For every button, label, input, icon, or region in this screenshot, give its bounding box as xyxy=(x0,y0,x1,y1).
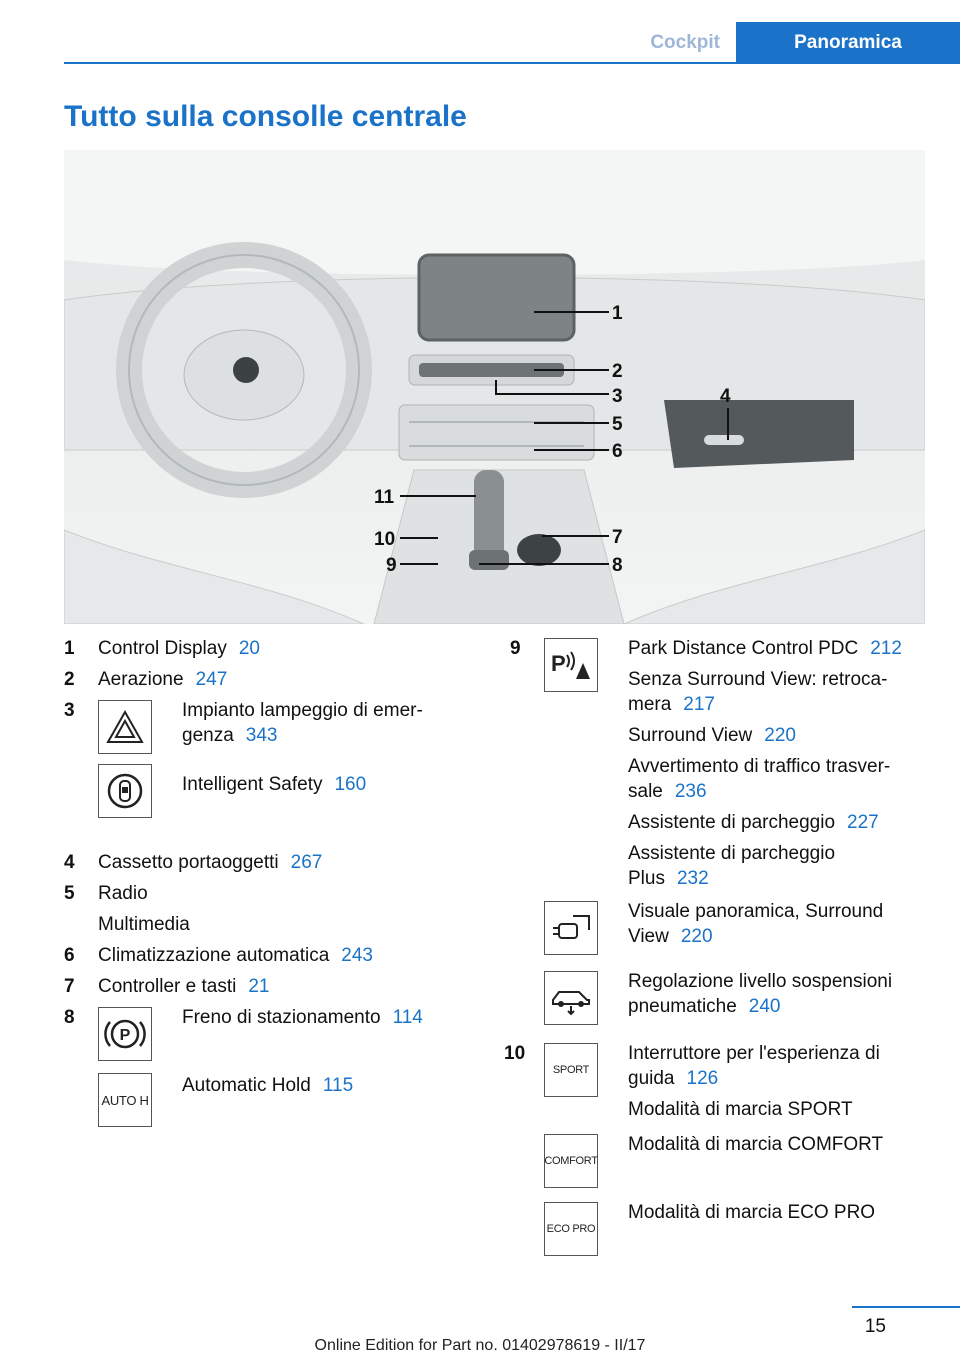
item-label: Controller e tasti xyxy=(98,976,237,997)
callout-8: 8 xyxy=(612,555,623,576)
callout-11: 11 xyxy=(374,487,395,508)
item-label: Impianto lampeggio di emer-genza xyxy=(182,700,423,746)
page-link[interactable]: 227 xyxy=(847,812,879,833)
legend-item-3a xyxy=(64,698,454,754)
page-link[interactable]: 21 xyxy=(248,976,270,997)
callout-2: 2 xyxy=(612,361,623,382)
eco-pro-button-icon xyxy=(544,1202,598,1256)
hazard-warning-icon xyxy=(98,700,152,754)
item-label: Control Display xyxy=(98,638,227,659)
page-number: 15 xyxy=(864,1316,886,1337)
callout-3: 3 xyxy=(612,386,623,407)
page-link[interactable]: 247 xyxy=(195,669,228,690)
svg-text:P: P xyxy=(119,1027,131,1044)
page-link[interactable]: 115 xyxy=(322,1075,354,1096)
page-link[interactable]: 267 xyxy=(290,852,323,873)
dashboard-drawing xyxy=(64,150,925,624)
item-label: Surround View xyxy=(628,725,753,746)
legend-item-5 xyxy=(64,881,454,937)
page-link[interactable]: 236 xyxy=(674,781,707,802)
legend-left-column xyxy=(64,636,454,1135)
legend-item-9 xyxy=(510,636,940,891)
item-number: 10 xyxy=(504,1043,526,1064)
surround-view-icon xyxy=(544,901,598,955)
air-suspension-icon xyxy=(544,971,598,1025)
item-number: 7 xyxy=(64,976,75,997)
item-number: 4 xyxy=(64,852,75,873)
sport-button-icon xyxy=(544,1043,598,1097)
page-link[interactable]: 232 xyxy=(676,868,709,889)
item-sublabel: Modalità di marcia SPORT xyxy=(628,1099,853,1120)
page-link[interactable]: 114 xyxy=(392,1007,423,1028)
parking-brake-icon xyxy=(98,1007,152,1061)
legend-item-2 xyxy=(64,667,454,692)
item-label: Automatic Hold xyxy=(182,1075,311,1096)
callout-1: 1 xyxy=(612,303,623,324)
item-number: 2 xyxy=(64,669,75,690)
item-sublabel: Multimedia xyxy=(98,914,190,935)
item-label: Cassetto portaoggetti xyxy=(98,852,279,873)
header-bar xyxy=(64,22,960,64)
callout-10: 10 xyxy=(374,529,396,550)
item-label: Assistente di parcheggio xyxy=(628,812,836,833)
footer-edition: Online Edition for Part no. 01402978619 - II/17 xyxy=(314,1337,646,1354)
item-label: Freno di stazionamento xyxy=(182,1007,381,1028)
callout-6: 6 xyxy=(612,441,623,462)
legend-right-column xyxy=(504,636,940,1262)
item-label: Assistente di parcheggio Plus xyxy=(628,843,836,889)
item-label: Interruttore per l'esperienza di guida xyxy=(628,1043,880,1089)
dashboard-illustration xyxy=(64,150,925,624)
page-link[interactable]: 243 xyxy=(341,945,373,966)
auto-hold-icon xyxy=(98,1073,152,1127)
page-link[interactable]: 212 xyxy=(870,638,902,659)
item-label: Modalità di marcia ECO PRO xyxy=(628,1202,876,1223)
legend-item-10a xyxy=(504,1041,940,1122)
svg-text:P: P xyxy=(551,651,566,676)
legend-item-7 xyxy=(64,974,454,999)
eco-pro-icon-label: ECO PRO xyxy=(546,1222,596,1235)
item-label: Visuale panoramica, Surround View xyxy=(628,901,884,947)
item-label: Senza Surround View: retroca-mera xyxy=(628,669,888,715)
legend-item-6 xyxy=(64,943,454,968)
page-link[interactable]: 220 xyxy=(680,926,713,947)
item-label: Modalità di marcia COMFORT xyxy=(628,1134,884,1155)
park-distance-control-icon xyxy=(544,638,598,692)
page-link[interactable]: 126 xyxy=(686,1068,719,1089)
legend-item-9c xyxy=(510,969,940,1025)
item-number: 5 xyxy=(64,883,75,904)
item-label: Intelligent Safety xyxy=(182,774,323,795)
intelligent-safety-icon xyxy=(98,764,152,818)
page-link[interactable]: 217 xyxy=(683,694,715,715)
legend-item-8a xyxy=(64,1005,454,1061)
page-link[interactable]: 20 xyxy=(238,638,260,659)
page-number-rule xyxy=(852,1306,960,1308)
item-number: 9 xyxy=(510,638,521,659)
item-number: 8 xyxy=(64,1007,75,1028)
item-label: Avvertimento di traffico trasver-sale xyxy=(628,756,891,802)
item-label: Regolazione livello sospensioni pneumatiche xyxy=(628,971,893,1017)
item-number: 3 xyxy=(64,700,75,721)
item-label: Radio xyxy=(98,883,148,904)
callout-5: 5 xyxy=(612,414,623,435)
legend-item-8b xyxy=(64,1073,454,1129)
page-link[interactable]: 343 xyxy=(245,725,278,746)
page-link[interactable]: 240 xyxy=(748,996,781,1017)
tab-panoramica[interactable]: Panoramica xyxy=(736,22,960,62)
legend-item-9b xyxy=(510,899,940,955)
item-label: Climatizzazione automatica xyxy=(98,945,330,966)
legend-item-3b xyxy=(64,762,454,828)
page-link[interactable]: 220 xyxy=(764,725,796,746)
auto-hold-icon-label: AUTO H xyxy=(101,1092,149,1108)
page-link[interactable]: 160 xyxy=(334,774,367,795)
item-label: Aerazione xyxy=(98,669,184,690)
item-number: 1 xyxy=(64,638,75,659)
sport-icon-label: SPORT xyxy=(552,1063,590,1076)
item-number: 6 xyxy=(64,945,75,966)
callout-4: 4 xyxy=(720,386,731,407)
legend-item-10c xyxy=(510,1200,940,1256)
callout-7: 7 xyxy=(612,527,623,548)
page-title: Tutto sulla consolle centrale xyxy=(64,100,467,133)
comfort-icon-label: COMFORT xyxy=(544,1154,598,1167)
legend-item-4 xyxy=(64,850,454,875)
item-label: Park Distance Control PDC xyxy=(628,638,859,659)
legend-item-10b xyxy=(510,1132,940,1188)
callout-9: 9 xyxy=(386,555,397,576)
comfort-button-icon xyxy=(544,1134,598,1188)
legend-item-1 xyxy=(64,636,454,661)
tab-cockpit[interactable]: Cockpit xyxy=(650,32,720,53)
